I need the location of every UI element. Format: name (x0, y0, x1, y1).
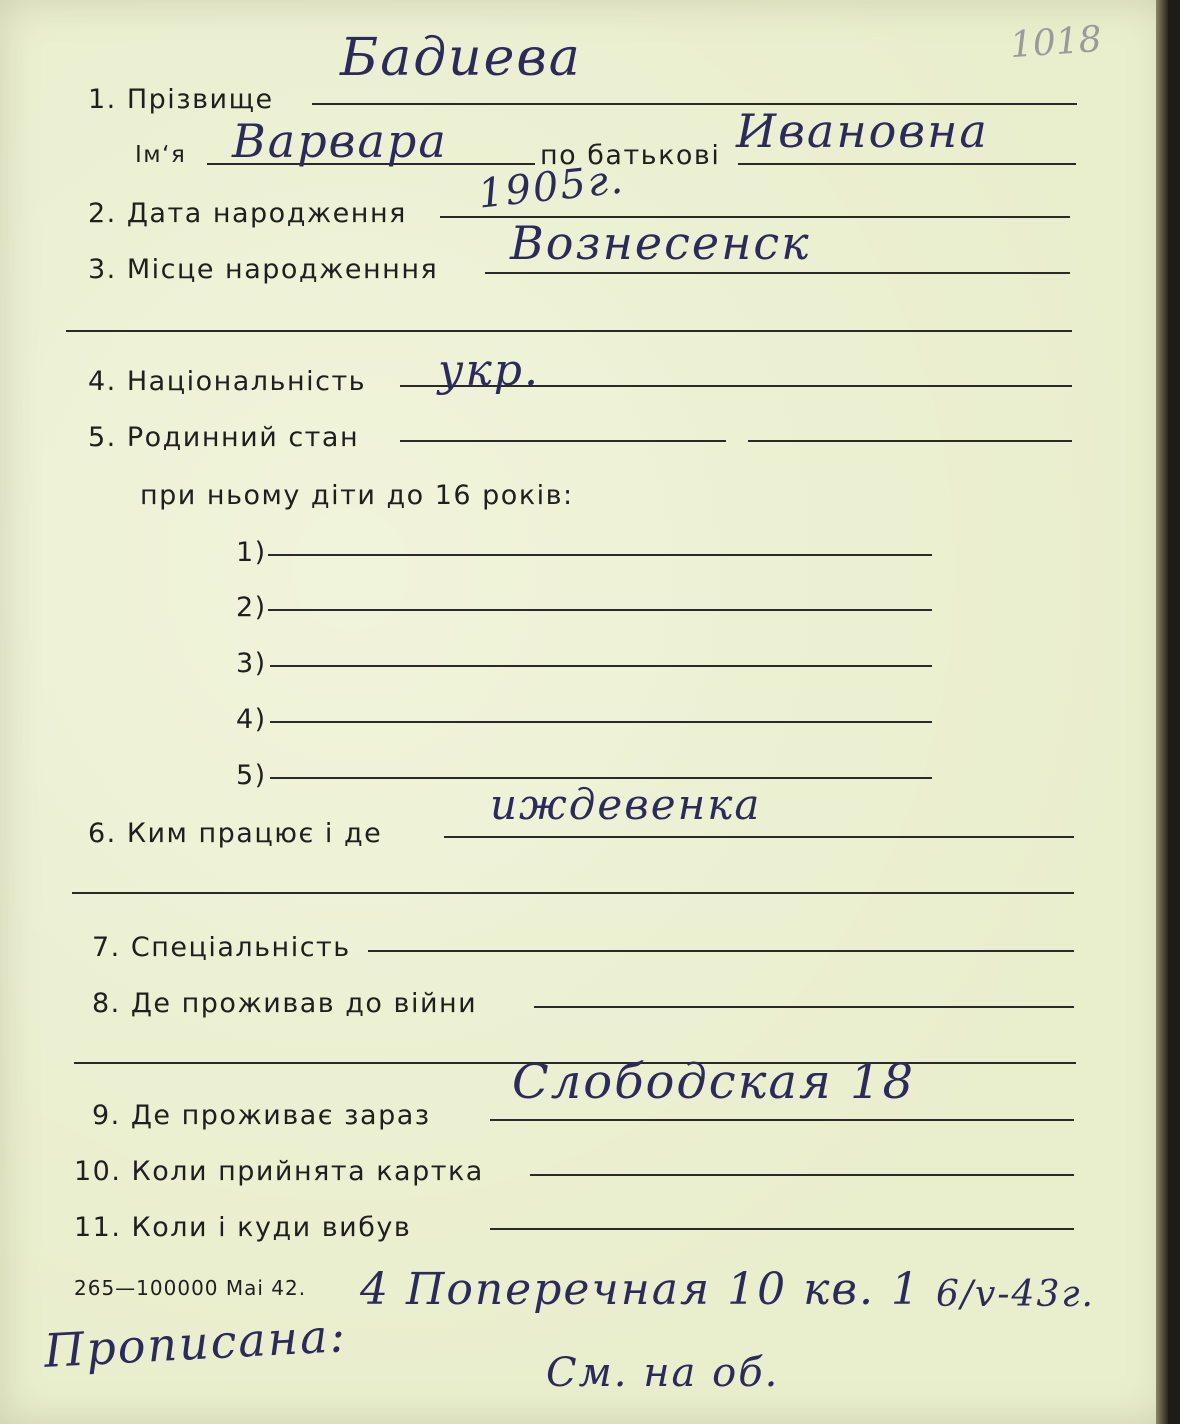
child-3-label: 3) (236, 648, 267, 679)
surname-value: Бадиева (340, 28, 582, 88)
occupation-label: 6. Ким працює і де (88, 818, 383, 849)
marital-status-line-b (748, 440, 1072, 442)
specialty-line (368, 950, 1074, 952)
first-name-value: Варвара (232, 114, 448, 168)
child-2-label: 2) (236, 592, 267, 623)
card-accepted-line (530, 1174, 1074, 1176)
birth-place-value: Вознесенск (510, 216, 811, 270)
current-residence-value: Слободская 18 (512, 1054, 916, 1110)
see-reverse-note: См. на об. (546, 1350, 780, 1396)
child-3-line (270, 665, 932, 667)
prewar-residence-line (534, 1006, 1074, 1008)
children-label: при ньому діти до 16 років: (140, 480, 574, 511)
current-residence-line (490, 1119, 1074, 1121)
card-accepted-label: 10. Коли прийнята картка (74, 1156, 484, 1187)
child-4-label: 4) (236, 704, 267, 735)
child-5-label: 5) (236, 760, 267, 791)
occupation-value: иждевенка (490, 780, 762, 829)
birth-place-label: 3. Місце народженння (88, 254, 439, 285)
child-5-line (270, 777, 932, 779)
child-1-line (268, 554, 932, 556)
registered-label: Прописана: (42, 1308, 349, 1378)
archive-number: 1018 (1008, 18, 1103, 67)
registered-address: 4 Поперечная 10 кв. 1 (360, 1264, 921, 1315)
birth-date-label: 2. Дата народження (88, 198, 407, 229)
current-residence-label: 9. Де проживає зараз (92, 1100, 431, 1131)
child-4-line (270, 721, 932, 723)
patronymic-line (738, 163, 1076, 165)
surname-label: 1. Прізвище (88, 84, 274, 115)
occupation-line-2 (72, 892, 1074, 894)
child-1-label: 1) (236, 537, 267, 568)
marital-status-line-a (400, 440, 726, 442)
departure-label: 11. Коли і куди вибув (74, 1212, 412, 1243)
child-2-line (268, 609, 932, 611)
nationality-value: укр. (438, 345, 540, 396)
patronymic-label: по батькові (540, 140, 721, 171)
registered-date: 6/v-43г. (936, 1274, 1095, 1315)
print-info: 265—100000 Mai 42. (74, 1276, 307, 1300)
birth-place-line (485, 272, 1070, 274)
patronymic-value: Ивановна (736, 104, 989, 158)
first-name-label: Ім‘я (135, 142, 187, 168)
departure-line (490, 1228, 1074, 1230)
card-edge (1156, 0, 1168, 1424)
specialty-label: 7. Спеціальність (92, 932, 351, 963)
birth-date-value: 1905г. (475, 156, 627, 218)
occupation-line (444, 836, 1074, 838)
marital-status-label: 5. Родинний стан (88, 422, 360, 453)
birth-place-line-2 (66, 330, 1072, 332)
prewar-residence-label: 8. Де проживав до війни (92, 988, 478, 1019)
nationality-label: 4. Національність (88, 366, 367, 397)
